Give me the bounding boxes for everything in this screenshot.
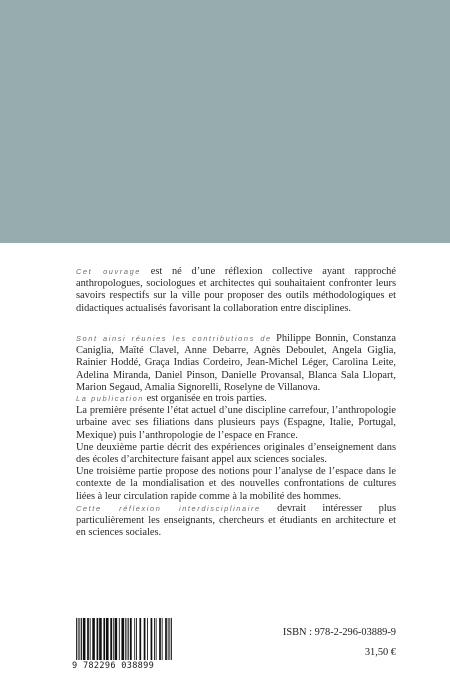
barcode-bar <box>79 618 80 660</box>
cover-color-band <box>0 0 450 243</box>
paragraph-audience <box>76 503 396 540</box>
barcode-bar <box>136 618 137 660</box>
barcode-bar <box>154 618 155 660</box>
barcode-bar <box>168 618 169 660</box>
barcode-bar <box>159 618 161 660</box>
barcode-bar <box>169 618 170 660</box>
paragraph-intro-text <box>76 266 396 315</box>
barcode-bar <box>151 618 153 660</box>
barcode-bar <box>165 618 167 660</box>
barcode-bar <box>139 618 141 660</box>
isbn-number: ISBN : 978-2-296-03889-9 <box>282 627 396 638</box>
barcode-bar <box>127 618 128 660</box>
barcode-bar <box>115 618 118 660</box>
lead-in-audience: Cette réflexion interdisciplinaire <box>76 504 261 513</box>
barcode-bar <box>76 618 77 660</box>
contributors-body: Philippe Bonnin, Constanza Caniglia, Maïté Clavel, Anne Debarre, Agnès Deboulet, Angela Giglia, Rainier Hoddé, Graça Indias Cordeiro, Jean-Michel Léger, Carolina Leite, Adelina Miranda, Daniel Pinson, Danielle Provansal, Blanca Sala Llopart, Marion Segaud, Amalia Signorelli, Roselyne de Villanova. <box>76 333 396 393</box>
barcode-bar <box>106 618 109 660</box>
paragraph-contributors-text <box>76 333 396 394</box>
paragraph-publication <box>76 393 396 503</box>
paragraph-publication-text <box>76 393 396 405</box>
barcode-bar <box>90 618 91 660</box>
barcode-bar <box>156 618 157 660</box>
barcode-bar <box>81 618 82 660</box>
paragraph-contributors <box>76 333 396 394</box>
barcode-bar <box>119 618 120 660</box>
barcode-bar <box>92 618 95 660</box>
barcode-bar <box>110 618 112 660</box>
barcode-bar <box>147 618 148 660</box>
intro-body: est né d’une réflexion collective ayant rapproché anthropologues, sociologues et architectes qui souhaitaient confronter leurs savoirs respectifs sur la ville pour proposer des outils méthodologiques et didactiques actualisés favorisant la collaboration entre disciplines. <box>76 266 396 314</box>
barcode <box>76 618 172 660</box>
barcode-bar <box>97 618 99 660</box>
paragraph-intro <box>76 266 396 315</box>
barcode-bar <box>103 618 105 660</box>
publication-body: est organisée en trois parties. <box>144 393 267 404</box>
lead-in-intro: Cet ouvrage <box>76 267 141 276</box>
barcode-bar <box>134 618 135 660</box>
barcode-bar <box>83 618 86 660</box>
barcode-bar <box>144 618 146 660</box>
publication-part-one: La première présente l’état actuel d’une discipline carrefour, l’anthropologie urbaine avec ses filiations dans plusieurs pays (Espagne, Italie, Portugal, Mexique) puis l’anthropologie de l’espace en France. <box>76 405 396 441</box>
publication-part-three: Une troisième partie propose des notions pour l’analyse de l’espace dans le contexte de la mondialisation et des nouvelles confrontations de cultures liées à leur circulation rapide comme à la mobilité des hommes. <box>76 466 396 502</box>
barcode-bar <box>171 618 172 660</box>
barcode-bar <box>130 618 132 660</box>
barcode-bar <box>99 618 102 660</box>
barcode-bar <box>162 618 163 660</box>
barcode-bar <box>128 618 129 660</box>
barcode-bar <box>113 618 114 660</box>
lead-in-publication: La publication <box>76 394 145 403</box>
publication-part-two: Une deuxième partie décrit des expériences originales d’enseignement dans des écoles d’architecture faisant appel aux sciences sociales. <box>76 441 396 466</box>
barcode-digits: 9 782296 038899 <box>72 661 155 671</box>
barcode-bar <box>78 618 79 660</box>
barcode-bar <box>121 618 124 660</box>
paragraph-audience-text <box>76 503 396 540</box>
barcode-bar <box>125 618 126 660</box>
price: 31,50 € <box>364 647 396 658</box>
audience-body: devrait intéresser plus particulièrement les enseignants, chercheurs et étudiants en architecture et en sciences sociales. <box>76 503 396 539</box>
barcode-bar <box>87 618 89 660</box>
lead-in-contributors: Sont ainsi réunies les contributions de <box>76 334 272 343</box>
